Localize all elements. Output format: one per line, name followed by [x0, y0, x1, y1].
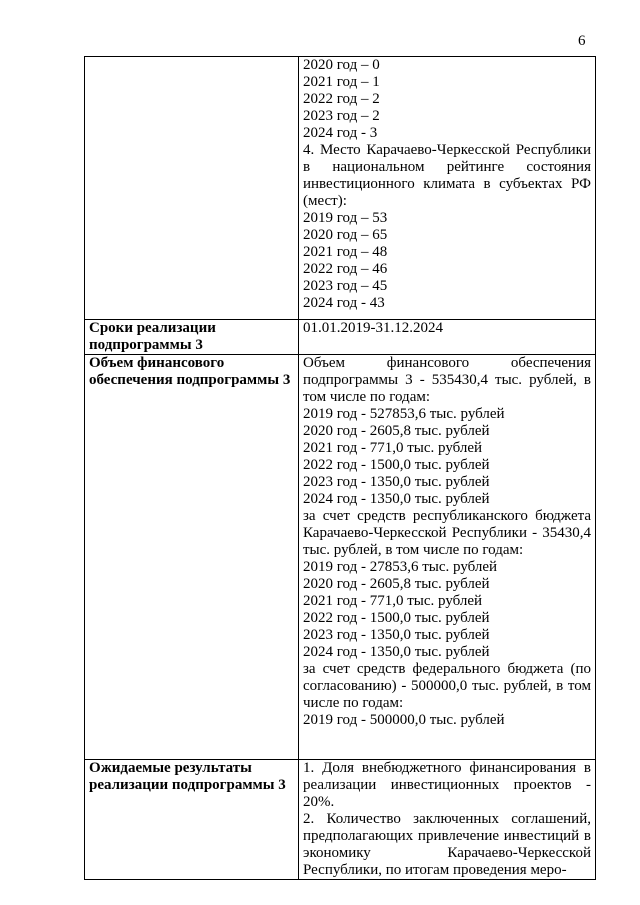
list-item: 2019 год - 500000,0 тыс. рублей — [303, 712, 505, 728]
list-item: 2022 год – 46 — [303, 261, 388, 277]
federal-budget-paragraph: за счет средств федерального бюджета (по согласованию) - 500000,0 тыс. рублей, в том числе по годам: — [303, 661, 591, 711]
result-paragraph: 2. Количество заключенных соглашений, предполагающих привлечение инвестиций в экономику Карачаево-Черкесской Республики, по итогам проведения меро- — [303, 811, 591, 878]
row-label-cell — [85, 760, 299, 880]
list-item: 2024 год - 43 — [303, 295, 385, 311]
row-label: Объем финансового обеспечения подпрограммы 3 — [89, 355, 291, 388]
list-item: 2019 год – 53 — [303, 210, 388, 226]
row-label: Ожидаемые результаты реализации подпрограммы 3 — [89, 760, 286, 793]
page-number: 6 — [578, 33, 586, 49]
list-item: 2023 год – 2 — [303, 108, 380, 124]
list-item: 2022 год – 2 — [303, 91, 380, 107]
row-label: Сроки реализации подпрограммы 3 — [89, 320, 216, 353]
list-item: 2020 год - 2605,8 тыс. рублей — [303, 576, 490, 592]
list-item: 2021 год - 771,0 тыс. рублей — [303, 440, 483, 456]
list-item: 2024 год - 3 — [303, 125, 378, 141]
list-item: 2021 год – 1 — [303, 74, 380, 90]
table-row — [85, 355, 596, 760]
funding-total-paragraph: Объем финансового обеспечения подпрограммы 3 - 535430,4 тыс. рублей, в том числе по годам: — [303, 355, 591, 405]
list-item: 2021 год - 771,0 тыс. рублей — [303, 593, 483, 609]
list-item: 2021 год – 48 — [303, 244, 388, 260]
table-row — [85, 320, 596, 355]
row-content-cell — [299, 760, 596, 880]
list-item: 2022 год - 1500,0 тыс. рублей — [303, 457, 490, 473]
list-item: 2023 год - 1350,0 тыс. рублей — [303, 627, 490, 643]
regional-budget-paragraph: за счет средств республиканского бюджета Карачаево-Черкесской Республики - 35430,4 тыс. рублей, в том числе по годам: — [303, 508, 591, 558]
result-paragraph: 1. Доля внебюджетного финансирования в реализации инвестиционных проектов - 20%. — [303, 760, 591, 810]
list-item: 2020 год - 2605,8 тыс. рублей — [303, 423, 490, 439]
period-value: 01.01.2019-31.12.2024 — [303, 320, 443, 336]
list-item: 2024 год - 1350,0 тыс. рублей — [303, 491, 490, 507]
list-item: 2019 год - 527853,6 тыс. рублей — [303, 406, 505, 422]
row-label-cell — [85, 355, 299, 760]
indicator-paragraph: 4. Место Карачаево-Черкесской Республики в национальном рейтинге состояния инвестиционного климата в субъектах РФ (мест): — [303, 142, 591, 209]
list-item: 2023 год – 45 — [303, 278, 388, 294]
row-label-cell — [85, 57, 299, 320]
list-item: 2020 год – 0 — [303, 57, 380, 73]
table-row — [85, 760, 596, 880]
list-item: 2020 год – 65 — [303, 227, 388, 243]
row-content-cell — [299, 57, 596, 320]
list-item: 2023 год - 1350,0 тыс. рублей — [303, 474, 490, 490]
subprogram-passport-table — [84, 56, 596, 880]
list-item: 2024 год - 1350,0 тыс. рублей — [303, 644, 490, 660]
list-item: 2019 год - 27853,6 тыс. рублей — [303, 559, 498, 575]
list-item: 2022 год - 1500,0 тыс. рублей — [303, 610, 490, 626]
table-row — [85, 57, 596, 320]
row-label-cell — [85, 320, 299, 355]
row-content-cell — [299, 320, 596, 355]
row-content-cell — [299, 355, 596, 760]
